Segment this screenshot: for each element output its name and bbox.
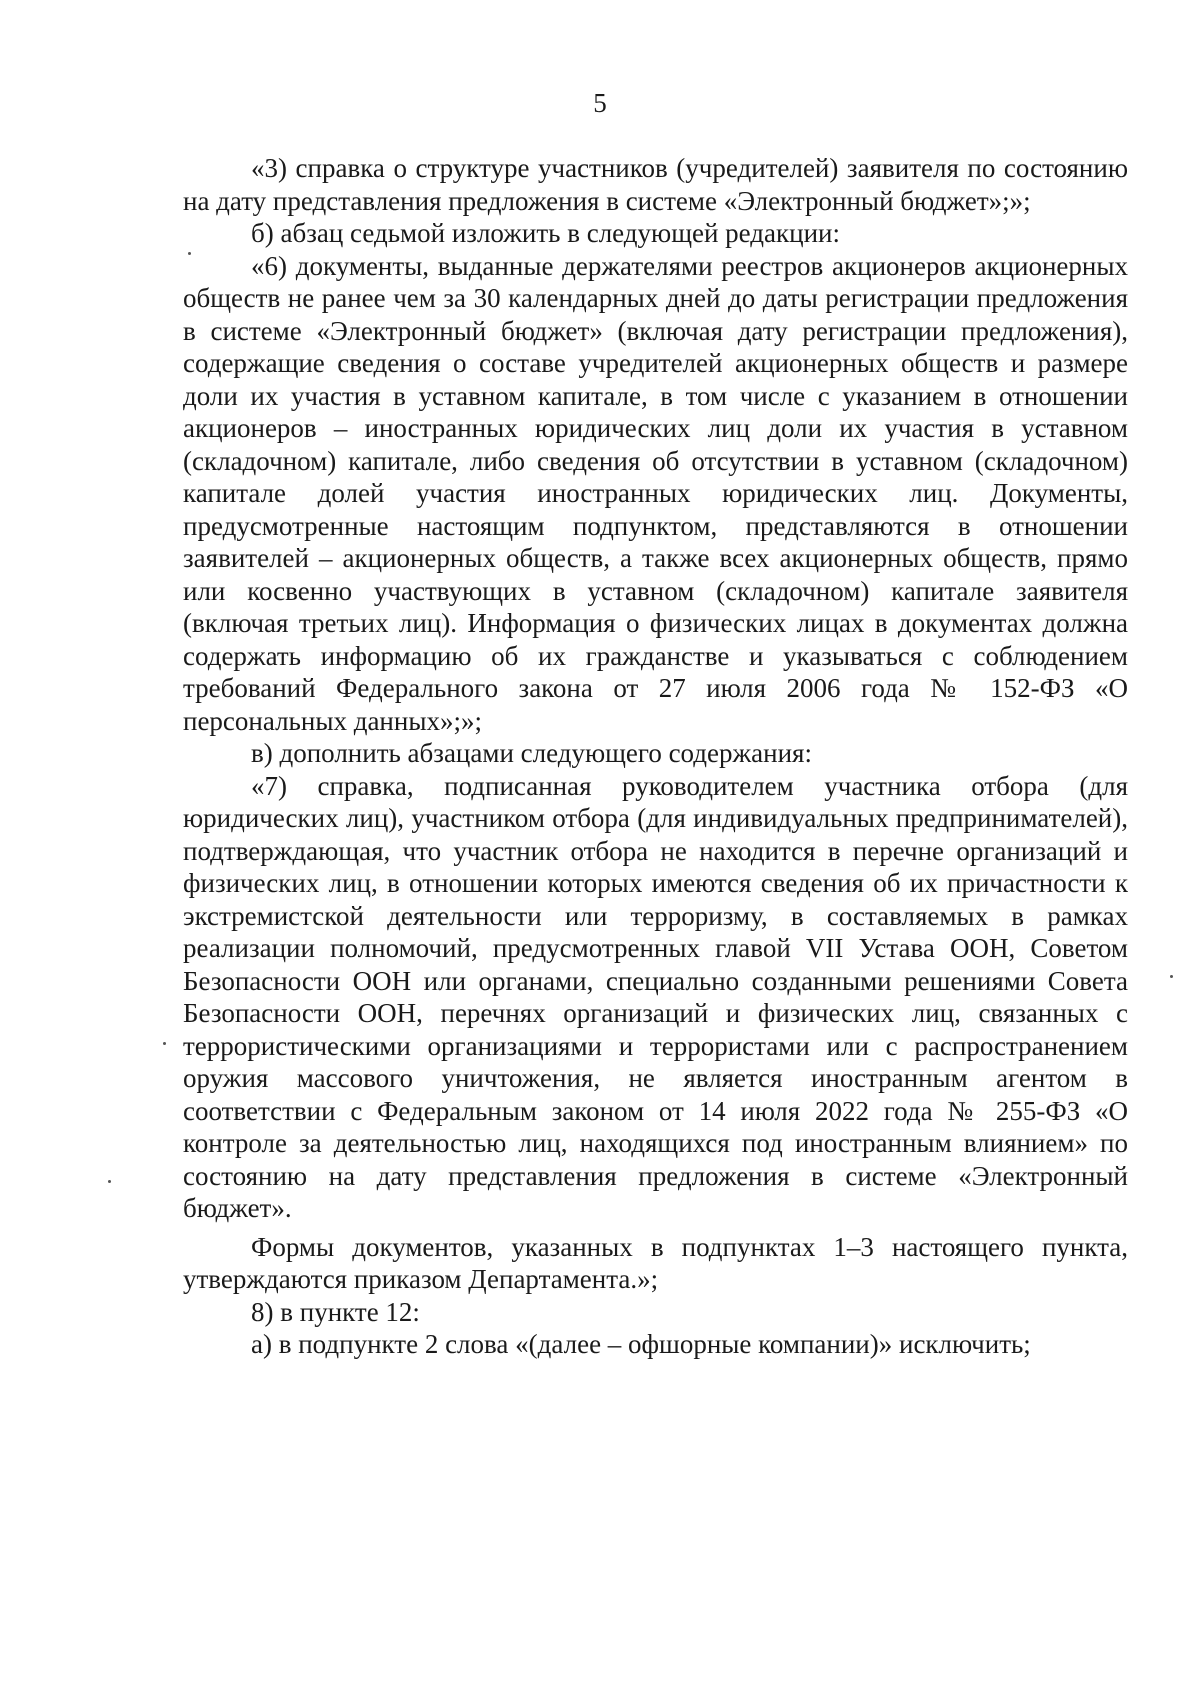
paragraph-item-7-certificate: «7) справка, подписанная руководителем участника отбора (для юридических лиц), участником отбора (для индивидуальных предпринимателей), подтверждающая, что участник отбора не находится в перечне организаций и физических лиц, в отношении которых имеются сведения об их причастности к экстремистской деятельности или терроризму, в составляемых в рамках реализации полномочий, предусмотренных главой VII Устава ООН, Советом Безопасности ООН или органами, специально созданными решениями Совета Безопасности ООН, перечнях организаций и физических лиц, связанных с террористическими организациями и террористами или с распространением оружия массового уничтожения, не является иностранным агентом в соответствии с Федеральным законом от 14 июля 2022 года № 255-ФЗ «О контроле за деятельностью лиц, находящихся под иностранным влиянием» по состоянию на дату представления предложения в системе «Электронный бюджет». xyxy=(183,770,1128,1223)
paragraph-item-6-documents: «6) документы, выданные держателями реестров акционеров акционерных обществ не ранее чем за 30 календарных дней до даты регистрации предложения в системе «Электронный бюджет» (включая дату регистрации предложения), содержащие сведения о составе учредителей акционерных обществ и размере доли их участия в уставном капитале, в том числе с указанием в отношении акционеров – иностранных юридических лиц доли их участия в уставном (складочном) капитале, либо сведения об отсутствии в уставном (складочном) капитале долей участия иностранных юридических лиц. Документы, предусмотренные настоящим подпунктом, представляются в отношении заявителей – акционерных обществ, а также всех акционерных обществ, прямо или косвенно участвующих в уставном (складочном) капитале заявителя (включая третьих лиц). Информация о физических лицах в документах должна содержать информацию об их гражданстве и указываться с соблюдением требований Федерального закона от 27 июля 2006 года № 152-ФЗ «О персональных данных»;»; xyxy=(183,250,1128,736)
scan-speck xyxy=(188,252,191,255)
scan-speck xyxy=(108,1180,111,1183)
paragraph-subclause-a: а) в подпункте 2 слова «(далее – офшорные компании)» исключить; xyxy=(251,1329,1031,1359)
paragraph-document-forms: Формы документов, указанных в подпунктах 1–3 настоящего пункта, утверждаются приказом Департамента.»; xyxy=(183,1231,1128,1294)
paragraph-certificate-structure: «3) справка о структуре участников (учредителей) заявителя по состоянию на дату представления предложения в системе «Электронный бюджет»;»; xyxy=(183,153,1128,216)
paragraph-item-8: 8) в пункте 12: xyxy=(251,1296,420,1327)
scan-speck xyxy=(1170,975,1173,978)
document-body xyxy=(183,152,1128,1361)
paragraph-subclause-b: б) абзац седьмой изложить в следующей редакции: xyxy=(251,218,840,248)
scan-speck xyxy=(163,1042,166,1045)
paragraph-subclause-v: в) дополнить абзацами следующего содержания: xyxy=(251,738,812,768)
page-number: 5 xyxy=(593,88,607,118)
